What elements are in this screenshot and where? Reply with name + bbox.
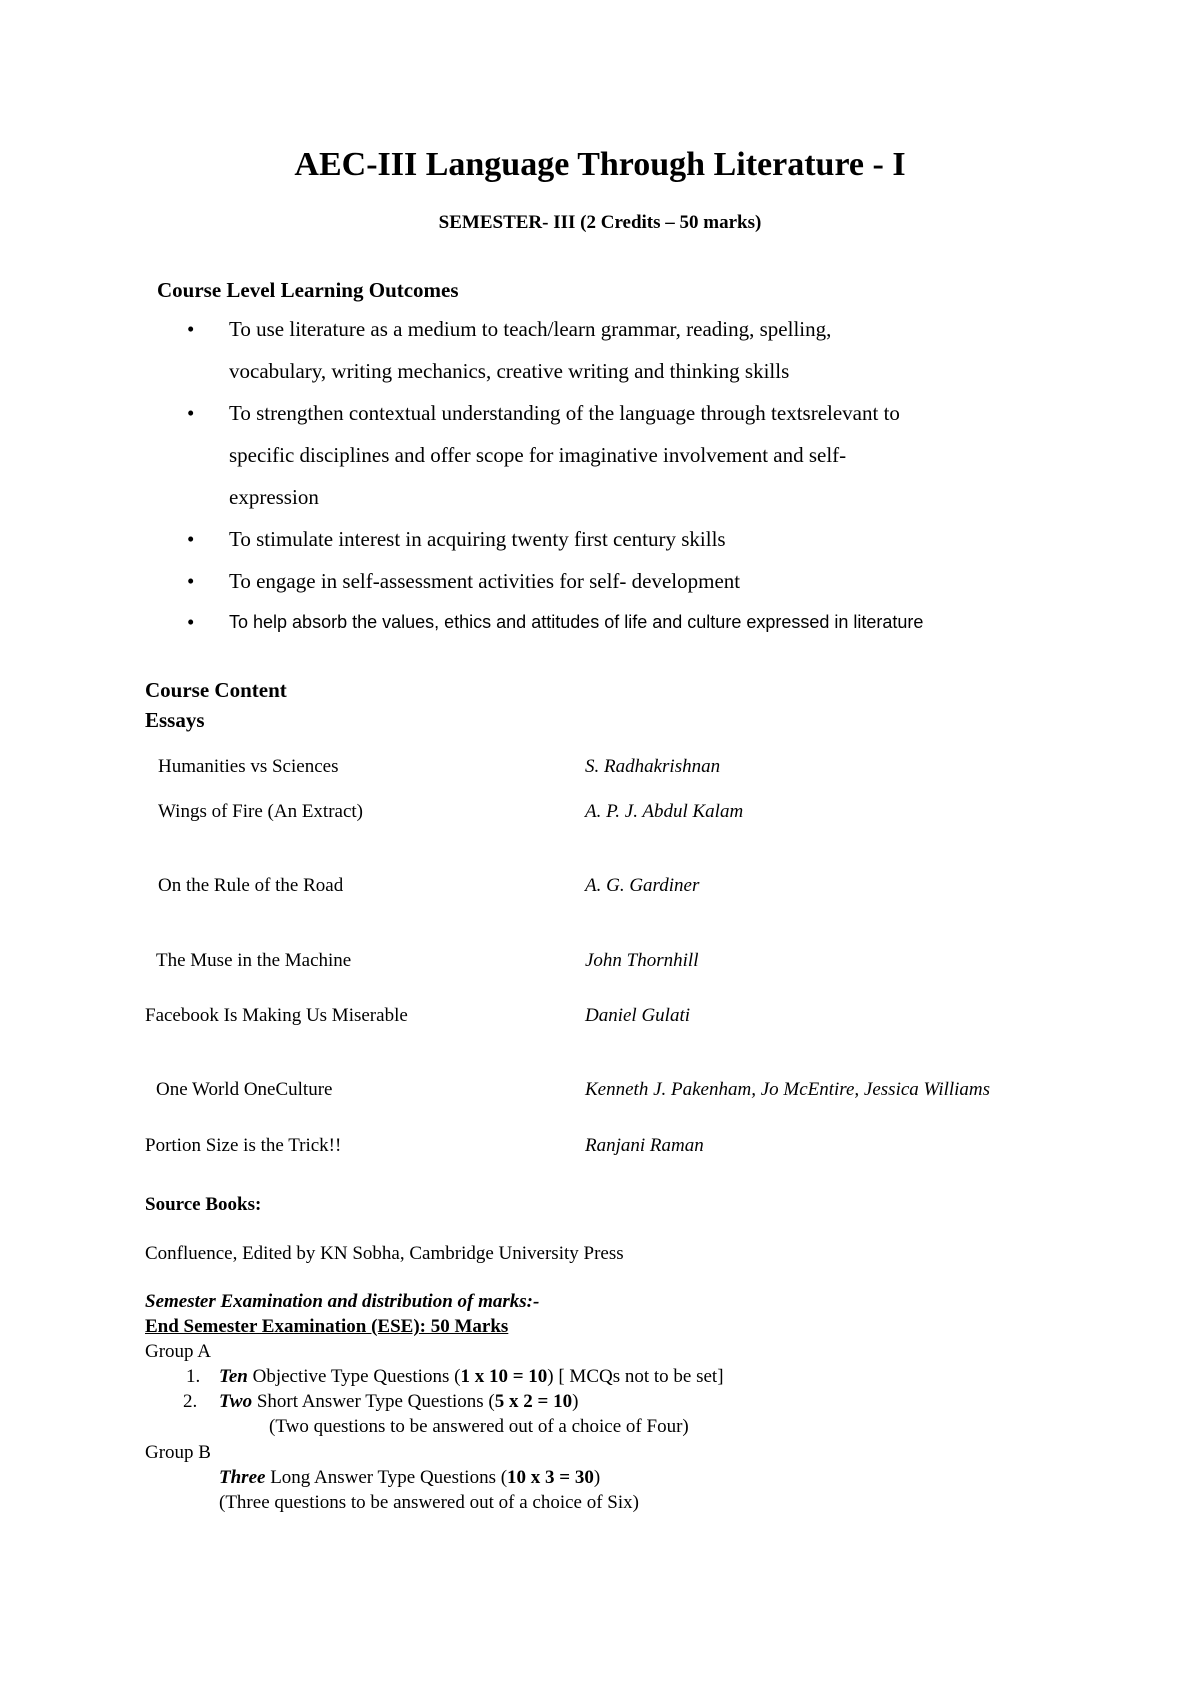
semester-subtitle: SEMESTER- III (2 Credits – 50 marks) — [438, 212, 762, 233]
bullet-icon: • — [187, 401, 195, 425]
document-title: AEC-III Language Through Literature - I — [294, 146, 906, 183]
essay-title: One World OneCulture — [156, 1079, 333, 1100]
course-content-heading: Course Content — [145, 678, 287, 702]
count-word: Three — [219, 1467, 266, 1488]
list-number: 2. — [183, 1391, 198, 1412]
exam-note: (Two questions to be answered out of a choice of Four) — [269, 1416, 689, 1437]
outcome-line: expression — [229, 485, 319, 509]
essay-author: A. P. J. Abdul Kalam — [585, 801, 744, 822]
outcome-line: To help absorb the values, ethics and attitudes of life and culture expressed in literature — [229, 612, 924, 632]
count-word: Two — [219, 1391, 253, 1412]
item-text: Long Answer Type Questions ( — [265, 1467, 508, 1488]
bullet-icon: • — [187, 527, 195, 551]
essay-title: Portion Size is the Trick!! — [145, 1135, 342, 1156]
outcome-line: To stimulate interest in acquiring twenty first century skills — [229, 527, 726, 551]
outcome-line: To strengthen contextual understanding of the language through textsrelevant to — [229, 401, 900, 425]
group-b-label: Group B — [145, 1442, 211, 1463]
bullet-icon: • — [187, 317, 195, 341]
essay-title: Facebook Is Making Us Miserable — [145, 1005, 408, 1026]
source-book-text: Confluence, Edited by KN Sobha, Cambridge University Press — [145, 1243, 624, 1264]
exam-item-a1 — [219, 1366, 724, 1388]
item-tail: ) — [593, 1467, 601, 1488]
marks-formula: 10 x 3 = 30 — [507, 1467, 594, 1488]
exam-item-a2 — [219, 1391, 578, 1413]
essay-title: The Muse in the Machine — [156, 950, 352, 971]
essay-title: Wings of Fire (An Extract) — [158, 801, 364, 822]
item-text: Objective Type Questions ( — [247, 1366, 461, 1387]
outcome-line: vocabulary, writing mechanics, creative writing and thinking skills — [229, 359, 790, 383]
outcome-line: To engage in self-assessment activities for self- development — [229, 569, 741, 593]
outcome-line: To use literature as a medium to teach/learn grammar, reading, spelling, — [229, 317, 832, 341]
item-tail: ) — [572, 1391, 579, 1412]
item-tail: ) [ MCQs not to be set] — [547, 1366, 724, 1387]
source-books-heading: Source Books: — [145, 1194, 262, 1215]
essay-title: On the Rule of the Road — [158, 875, 344, 896]
essay-author: Ranjani Raman — [585, 1135, 704, 1156]
essay-author: A. G. Gardiner — [585, 875, 700, 896]
ese-heading: End Semester Examination (ESE): 50 Marks — [145, 1316, 509, 1337]
essay-author: John Thornhill — [585, 950, 699, 971]
bullet-icon: • — [187, 569, 195, 593]
count-word: Ten — [219, 1366, 248, 1387]
outcome-line: specific disciplines and offer scope for imaginative involvement and self- — [229, 443, 847, 467]
essay-author: S. Radhakrishnan — [585, 756, 721, 777]
marks-formula: 1 x 10 = 10 — [460, 1366, 548, 1387]
item-text: Short Answer Type Questions ( — [252, 1391, 495, 1412]
essays-heading: Essays — [145, 708, 205, 732]
exam-note: (Three questions to be answered out of a choice of Six) — [219, 1492, 639, 1513]
essay-author: Kenneth J. Pakenham, Jo McEntire, Jessica Williams — [585, 1079, 991, 1100]
bullet-icon: • — [187, 610, 195, 634]
essay-author: Daniel Gulati — [585, 1005, 691, 1026]
essay-title: Humanities vs Sciences — [158, 756, 339, 777]
exam-item-b — [219, 1467, 600, 1489]
list-number: 1. — [186, 1366, 201, 1387]
exam-heading: Semester Examination and distribution of marks:- — [145, 1291, 540, 1312]
outcomes-heading: Course Level Learning Outcomes — [157, 278, 459, 302]
marks-formula: 5 x 2 = 10 — [494, 1391, 573, 1412]
group-a-label: Group A — [145, 1341, 211, 1362]
